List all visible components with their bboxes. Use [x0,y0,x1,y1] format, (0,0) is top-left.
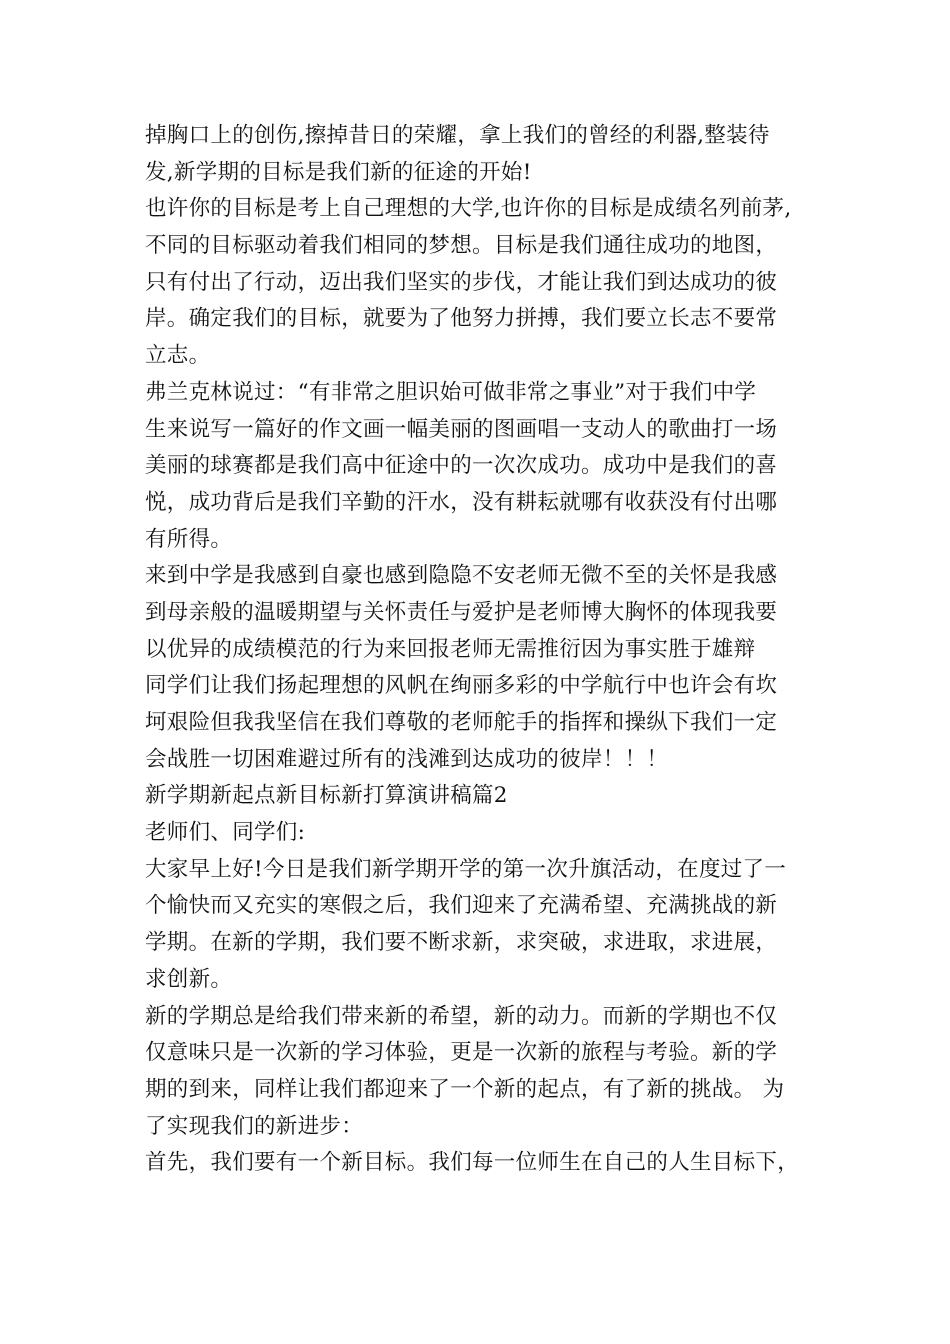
text-line: 也许你的目标是考上自己理想的大学,也许你的目标是成绩名列前茅, [145,196,792,222]
text-line: 岸。确定我们的目标，就要为了他努力拼搏，我们要立长志不要常 [145,306,778,332]
text-line: 求创新。 [145,966,233,992]
text-line: 了实现我们的新进步： [145,1113,364,1139]
salutation: 老师们、同学们: [145,820,306,846]
text-line: 同学们让我们扬起理想的风帆在绚丽多彩的中学航行中也许会有坎 [145,673,778,699]
text-line: 学期。在新的学期，我们要不断求新，求突破，求进取，求进展， [145,930,778,956]
text-line: 仅意味只是一次新的学习体验，更是一次新的旅程与考验。新的学 [145,1040,778,1066]
text-line: 掉胸口上的创伤,擦掉昔日的荣耀，拿上我们的曾经的利器,整装待 [145,123,770,148]
document-body [145,118,825,1182]
text-line: 到母亲般的温暖期望与关怀责任与爱护是老师博大胸怀的体现我要 [145,599,778,625]
text-line: 期的到来，同样让我们都迎来了一个新的起点，有了新的挑战。 为 [145,1076,785,1102]
text-line: 立志。 [145,343,211,369]
text-line: 不同的目标驱动着我们相同的梦想。目标是我们通往成功的地图， [145,233,778,259]
text-line: 发,新学期的目标是我们新的征途的开始! [145,159,532,185]
text-line: 新的学期总是给我们带来新的希望，新的动力。而新的学期也不仅 [145,1003,778,1029]
text-line: 弗兰克林说过：“有非常之胆识始可做非常之事业”对于我们中学 [145,379,757,405]
text-line: 坷艰险但我我坚信在我们尊敬的老师舵手的指挥和操纵下我们一定 [145,710,778,735]
text-line: 以优异的成绩模范的行为来回报老师无需推衍因为事实胜于雄辩 [145,636,756,662]
text-line: 悦，成功背后是我们辛勤的汗水，没有耕耘就哪有收获没有付出哪 [145,489,778,515]
text-line: 只有付出了行动，迈出我们坚实的步伐，才能让我们到达成功的彼 [145,269,778,295]
text-line: 生来说写一篇好的作文画一幅美丽的图画唱一支动人的歌曲打一场 [145,416,778,442]
text-line: 首先，我们要有一个新目标。我们每一位师生在自己的人生目标下， [145,1150,800,1176]
text-line: 美丽的球赛都是我们高中征途中的一次次成功。成功中是我们的喜 [145,453,778,479]
text-line: 个愉快而又充实的寒假之后，我们迎来了充满希望、充满挑战的新 [145,893,778,919]
text-line: 有所得。 [145,526,233,552]
text-line: 大家早上好!今日是我们新学期开学的第一次升旗活动，在度过了一 [145,856,787,882]
text-line: 来到中学是我感到自豪也感到隐隐不安老师无微不至的关怀是我感 [145,563,778,589]
section-heading: 新学期新起点新目标新打算演讲稿篇2 [145,783,508,809]
text-line: 会战胜一切困难避过所有的浅滩到达成功的彼岸！！！ [145,746,669,772]
